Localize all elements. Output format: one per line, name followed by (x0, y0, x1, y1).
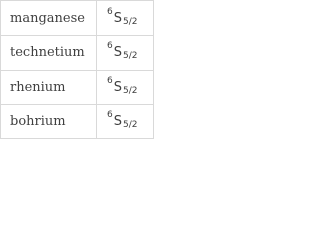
term-letter: S (113, 113, 122, 129)
term-j: 5/2 (123, 119, 138, 130)
term-multiplicity: 6 (107, 75, 113, 86)
element-name: technetium (10, 45, 85, 61)
term-symbol-cell (97, 1, 153, 35)
element-name-cell (1, 1, 97, 35)
term-multiplicity: 6 (107, 109, 113, 120)
element-name: rhenium (10, 79, 66, 95)
term-j: 5/2 (123, 51, 138, 62)
term-multiplicity: 6 (107, 41, 113, 52)
element-name: bohrium (10, 113, 66, 129)
term-letter: S (113, 10, 122, 26)
term-j: 5/2 (123, 16, 138, 27)
element-name-cell (1, 70, 97, 104)
term-multiplicity: 6 (107, 6, 113, 17)
term-symbol-cell (97, 104, 153, 138)
element-term-table (0, 0, 154, 139)
element-name-cell (1, 104, 97, 138)
term-symbol-cell (97, 35, 153, 69)
term-j: 5/2 (123, 85, 138, 96)
term-symbol-cell (97, 70, 153, 104)
element-name: manganese (10, 10, 85, 26)
term-letter: S (113, 79, 122, 95)
element-name-cell (1, 35, 97, 69)
term-letter: S (113, 45, 122, 61)
